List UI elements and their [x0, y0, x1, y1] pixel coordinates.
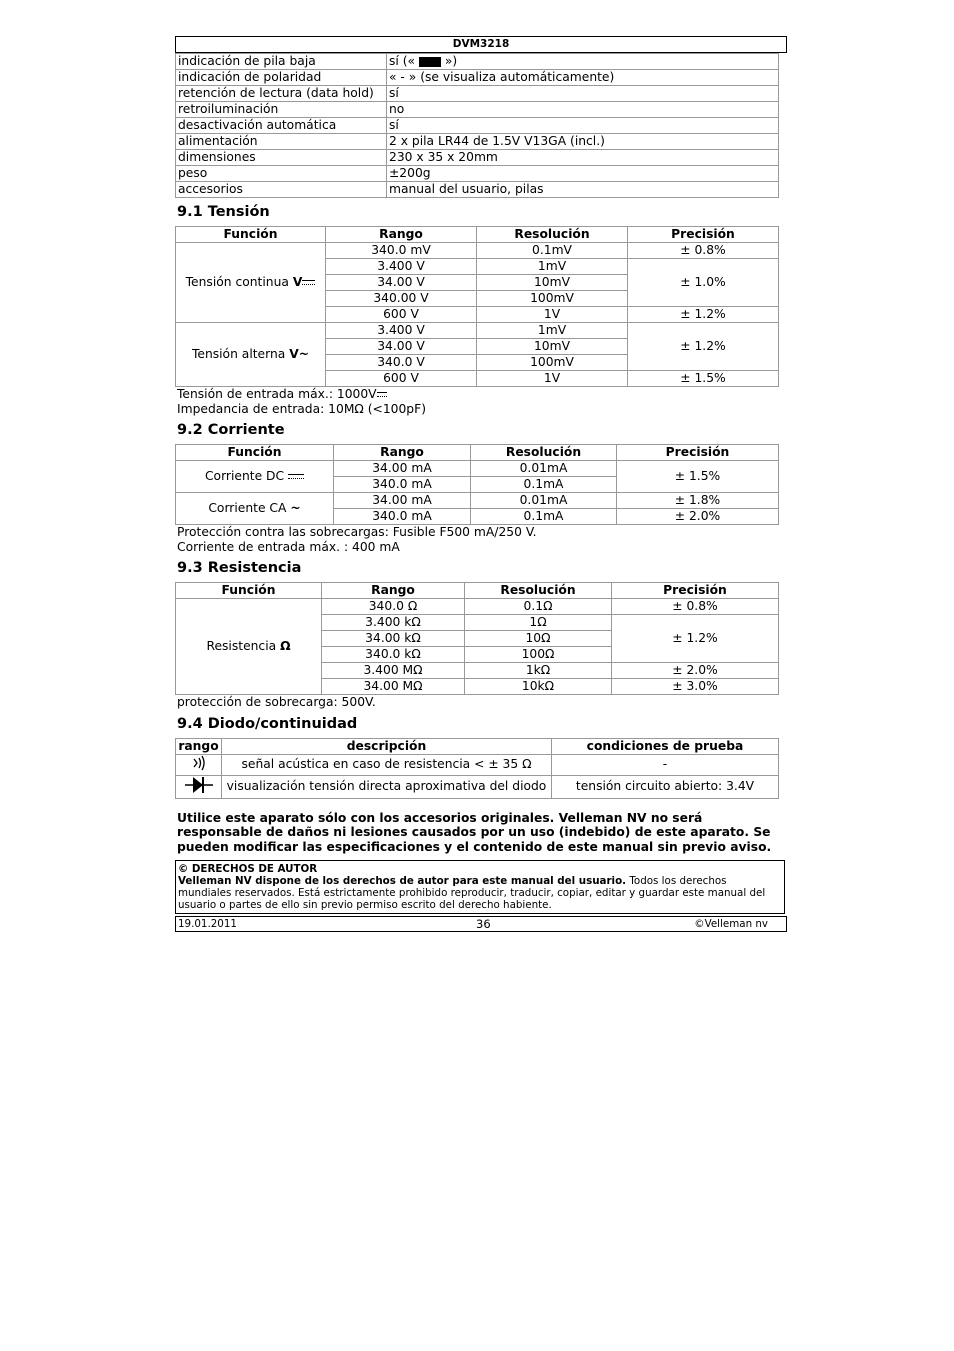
- document-header: DVM3218: [175, 36, 787, 53]
- resistencia-note: protección de sobrecarga: 500V.: [177, 695, 376, 709]
- copyright-box: [175, 860, 785, 914]
- dc-symbol-icon: [302, 279, 315, 287]
- page-number: 36: [476, 917, 491, 931]
- footer-date: 19.01.2011: [178, 918, 237, 930]
- warning-text: Utilice este aparato sólo con los accesorios originales. Velleman NV no será responsable de daños ni lesiones causados por un uso (indebido) de este aparato. Se pueden modificar las especificaciones y el contenido de este manual sin previo aviso.: [177, 810, 772, 854]
- section-title-tension: 9.1 Tensión: [177, 204, 270, 220]
- table-row: alimentación 2 x pila LR44 de 1.5V V13GA (incl.): [176, 134, 779, 150]
- page-footer: [175, 916, 787, 932]
- corriente-note-protection: Protección contra las sobrecargas: Fusible F500 mA/250 V.: [177, 525, 537, 539]
- table-header-row: Función Rango Resolución Precisión: [176, 227, 779, 243]
- diodo-table: [175, 738, 779, 799]
- table-row: 600 V 1V ± 1.5%: [176, 371, 779, 387]
- resistencia-label: Resistencia Ω: [176, 599, 322, 695]
- table-row: peso ±200g: [176, 166, 779, 182]
- section-title-resistencia: 9.3 Resistencia: [177, 560, 302, 576]
- table-row: desactivación automática sí: [176, 118, 779, 134]
- corriente-ac-label: Corriente CA ~: [176, 493, 334, 525]
- table-row: 34.00 V 10mV: [176, 275, 779, 291]
- dc-symbol-icon: [288, 473, 304, 481]
- page: [175, 36, 787, 932]
- table-row: dimensiones 230 x 35 x 20mm: [176, 150, 779, 166]
- footer-brand: ©Velleman nv: [694, 918, 768, 930]
- table-header-row: rango descripción condiciones de prueba: [176, 738, 779, 754]
- table-row: retroiluminación no: [176, 102, 779, 118]
- table-row: 340.00 V 100mV: [176, 291, 779, 307]
- tension-dc-label: Tensión continua V: [176, 243, 326, 323]
- acdc-symbol-icon: [377, 391, 387, 399]
- table-row: Resistencia Ω 340.0 Ω 0.1Ω ± 0.8%: [176, 599, 779, 615]
- battery-icon: [419, 57, 441, 67]
- table-header-row: Función Rango Resolución Precisión: [176, 445, 779, 461]
- table-row: 34.00 MΩ 10kΩ ± 3.0%: [176, 679, 779, 695]
- corriente-note-max: Corriente de entrada máx. : 400 mA: [177, 539, 400, 554]
- table-row: 3.400 MΩ 1kΩ ± 2.0%: [176, 663, 779, 679]
- corriente-dc-label: Corriente DC: [176, 461, 334, 493]
- section-title-diodo: 9.4 Diodo/continuidad: [177, 715, 358, 732]
- section-title-corriente: 9.2 Corriente: [177, 422, 285, 438]
- table-row: 34.00 kΩ 10Ω: [176, 631, 779, 647]
- corriente-table: [175, 444, 779, 525]
- tension-ac-label: Tensión alterna V~: [176, 323, 326, 387]
- table-row: 3.400 V 1mV ± 1.0%: [176, 259, 779, 275]
- table-row: Corriente DC 34.00 mA 0.01mA ± 1.5%: [176, 461, 779, 477]
- table-header-row: Función Rango Resolución Precisión: [176, 583, 779, 599]
- copyright-title: © DERECHOS DE AUTOR: [178, 863, 318, 875]
- table-row: indicación de pila baja sí (« »): [176, 54, 779, 70]
- table-row: Corriente CA ~ 34.00 mA 0.01mA ± 1.8%: [176, 493, 779, 509]
- buzzer-icon: [176, 754, 222, 775]
- table-row: Tensión continua V 340.0 mV 0.1mV ± 0.8%: [176, 243, 779, 259]
- table-row: retención de lectura (data hold) sí: [176, 86, 779, 102]
- diode-icon: [176, 775, 222, 798]
- resistencia-table: [175, 582, 779, 695]
- table-row: indicación de polaridad « - » (se visualiza automáticamente): [176, 70, 779, 86]
- table-row: 3.400 kΩ 1Ω ± 1.2%: [176, 615, 779, 631]
- table-row: 340.0 kΩ 100Ω: [176, 647, 779, 663]
- table-row: Tensión alterna V~ 3.400 V 1mV ± 1.2%: [176, 323, 779, 339]
- table-row: 34.00 V 10mV: [176, 339, 779, 355]
- copyright-text: Velleman NV dispone de los derechos de autor para este manual del usuario. Todos los derechos mundiales reservados. Está estrictamente prohibido reproducir, traducir, copiar, editar y guardar este manual del usuario o partes de ello sin previo permiso escrito del derecho habiente.: [178, 875, 766, 911]
- spec-table: [175, 53, 779, 198]
- table-row: 340.0 mA 0.1mA: [176, 477, 779, 493]
- table-row: accesorios manual del usuario, pilas: [176, 182, 779, 198]
- tension-note-impedance: Impedancia de entrada: 10MΩ (<100pF): [177, 401, 426, 416]
- tension-note-max: Tensión de entrada máx.: 1000V: [177, 387, 787, 402]
- table-row: 340.0 V 100mV: [176, 355, 779, 371]
- tension-table: [175, 226, 779, 387]
- table-row: señal acústica en caso de resistencia < ± 35 Ω -: [176, 754, 779, 775]
- table-row: 340.0 mA 0.1mA ± 2.0%: [176, 509, 779, 525]
- table-row: visualización tensión directa aproximativa del diodo tensión circuito abierto: 3.4V: [176, 775, 779, 798]
- table-row: 600 V 1V ± 1.2%: [176, 307, 779, 323]
